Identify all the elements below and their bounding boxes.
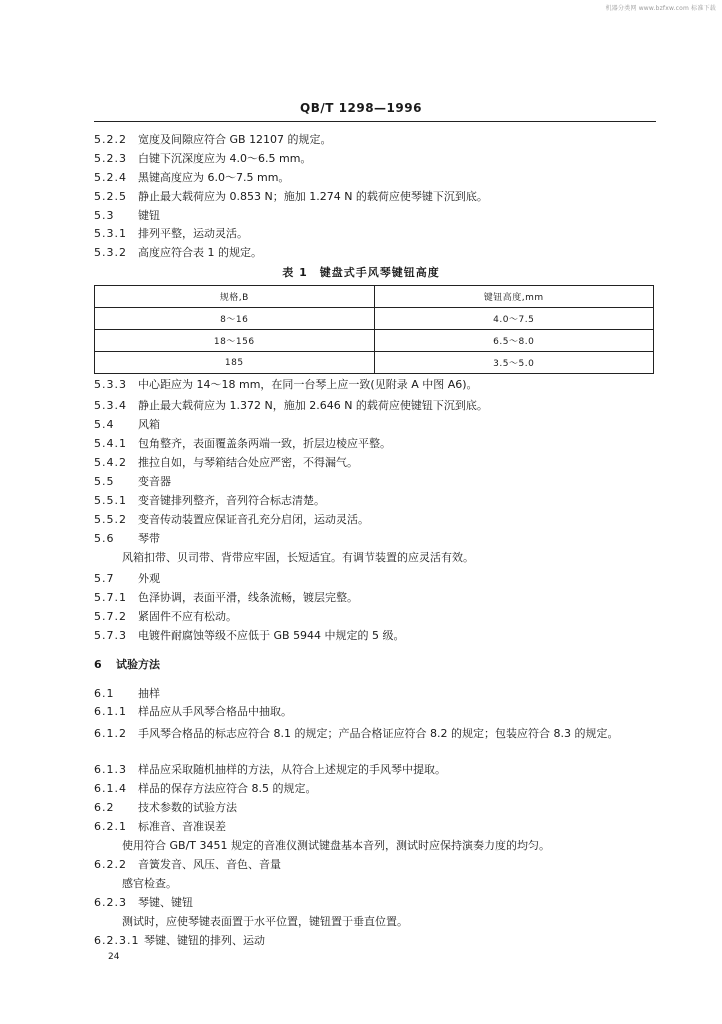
clause-line: 5.2.5 静止最大载荷应为 0.853 N；施加 1.274 N 的载荷应使琴键下沉到底。 — [94, 190, 488, 203]
clause-line: 6.2.3.1 琴键、键钮的排列、运动 — [94, 934, 265, 947]
paragraph: 风箱扣带、贝司带、背带应牢固，长短适宜。有调节装置的应灵活有效。 — [122, 551, 474, 564]
clause-line: 5.3.3 中心距应为 14～18 mm，在同一台琴上应一致(见附录 A 中图 A6)。 — [94, 378, 478, 391]
watermark: 机器分类网 www.bzfxw.com 标准下载 — [605, 5, 716, 12]
section-heading: 5.4 风箱 — [94, 418, 160, 431]
clause-line: 5.7.3 电镀件耐腐蚀等级不应低于 GB 5944 中规定的 5 级。 — [94, 629, 405, 642]
table-row — [95, 352, 654, 374]
clause-line: 6.2.2 音簧发音、风压、音色、音量 — [94, 858, 281, 871]
section-heading: 5.3 键钮 — [94, 209, 160, 222]
standard-number-header: QB/T 1298—1996 — [300, 101, 422, 115]
clause-line: 5.2.3 白键下沉深度应为 4.0～6.5 mm。 — [94, 152, 312, 165]
table-row — [95, 330, 654, 352]
paragraph: 使用符合 GB/T 3451 规定的音准仪测试键盘基本音列，测试时应保持演奏力度的均匀。 — [122, 839, 550, 852]
clause-line: 5.7.2 紧固件不应有松动。 — [94, 610, 237, 623]
key-button-height-table — [94, 285, 654, 374]
page-number: 24 — [108, 952, 120, 962]
table-header-cell: 规格,B — [95, 286, 375, 308]
paragraph: 测试时，应使琴键表面置于水平位置，键钮置于垂直位置。 — [122, 915, 408, 928]
table-header-cell: 键钮高度,mm — [374, 286, 654, 308]
table-cell: 6.5～8.0 — [374, 330, 654, 352]
clause-line: 5.5.2 变音传动装置应保证音孔充分启闭，运动灵活。 — [94, 513, 369, 526]
table-cell: 4.0～7.5 — [374, 308, 654, 330]
clause-line: 5.3.4 静止最大载荷应为 1.372 N，施加 2.646 N 的载荷应使键钮下沉到底。 — [94, 399, 488, 412]
clause-line: 5.5.1 变音键排列整齐，音列符合标志清楚。 — [94, 494, 325, 507]
table-header-row — [95, 286, 654, 308]
section-heading: 5.7 外观 — [94, 572, 160, 585]
clause-line: 6.1.1 样品应从手风琴合格品中抽取。 — [94, 705, 292, 718]
clause-line: 6.1.2 手风琴合格品的标志应符合 8.1 的规定；产品合格证应符合 8.2 的规定；包装应符合 8.3 的规定。 — [94, 727, 619, 740]
table-cell: 18～156 — [95, 330, 375, 352]
table-caption: 表 1 键盘式手风琴键钮高度 — [282, 266, 440, 279]
clause-line: 6.2.3 琴键、键钮 — [94, 896, 193, 909]
table-cell: 185 — [95, 352, 375, 374]
section-heading: 6.2 技术参数的试验方法 — [94, 801, 237, 814]
clause-line: 5.3.1 排列平整，运动灵活。 — [94, 227, 248, 240]
section-heading: 5.5 变音器 — [94, 475, 171, 488]
clause-line: 5.4.2 推拉自如，与琴箱结合处应严密，不得漏气。 — [94, 456, 358, 469]
clause-line: 5.2.2 宽度及间隙应符合 GB 12107 的规定。 — [94, 133, 332, 146]
table-row — [95, 308, 654, 330]
clause-line: 5.4.1 包角整齐，表面覆盖条两端一致，折层边棱应平整。 — [94, 437, 391, 450]
table-cell: 8～16 — [95, 308, 375, 330]
clause-line: 5.3.2 高度应符合表 1 的规定。 — [94, 246, 262, 259]
clause-line: 5.2.4 黑键高度应为 6.0～7.5 mm。 — [94, 171, 290, 184]
section-heading: 5.6 琴带 — [94, 532, 160, 545]
clause-line: 6.2.1 标准音、音准误差 — [94, 820, 226, 833]
chapter-heading: 6 试验方法 — [94, 658, 160, 671]
clause-line: 5.7.1 色泽协调，表面平滑，线条流畅，镀层完整。 — [94, 591, 358, 604]
clause-line: 6.1.4 样品的保存方法应符合 8.5 的规定。 — [94, 782, 317, 795]
paragraph: 感官检查。 — [122, 877, 177, 890]
table-cell: 3.5～5.0 — [374, 352, 654, 374]
section-heading: 6.1 抽样 — [94, 687, 160, 700]
clause-line: 6.1.3 样品应采取随机抽样的方法，从符合上述规定的手风琴中提取。 — [94, 763, 446, 776]
header-divider — [94, 121, 656, 122]
